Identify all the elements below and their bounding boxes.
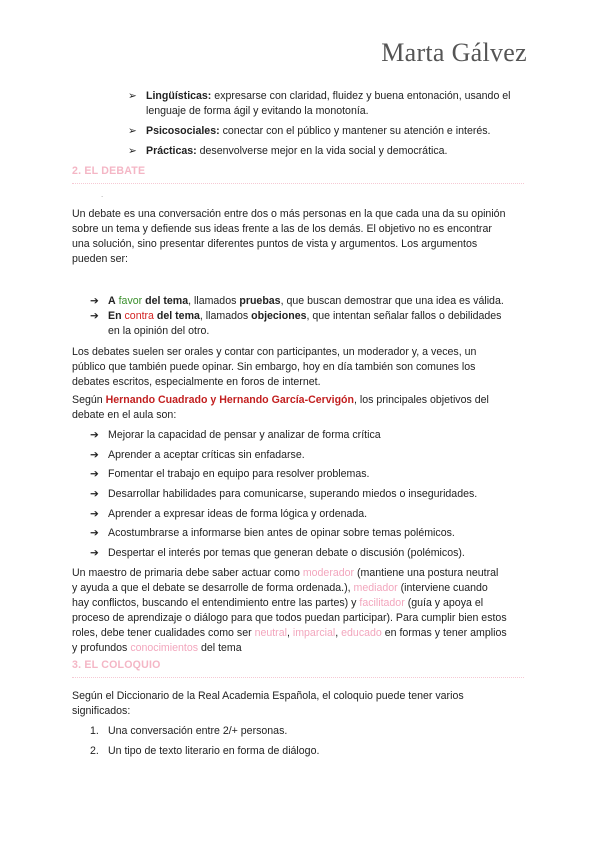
paragraph-line: Un debate es una conversación entre dos o más personas en la que cada una da su opinión [72,208,506,220]
section-heading: 3. EL COLOQUIO [72,659,161,671]
paragraph-line: Un maestro de primaria debe saber actuar como moderador (mantiene una postura neutral [72,567,499,579]
author-name: Marta Gálvez [381,38,527,67]
paragraph-line: sobre un tema y defiende sus ideas frente a las de los demás. El objetivo no es encontrar [72,223,492,235]
chevron-bullet-icon: ➢ [128,145,137,157]
paragraph-line: Según el Diccionario de la Real Academia Española, el coloquio puede tener varios [72,690,464,702]
arrow-bullet-icon: ➔ [90,488,99,500]
arrow-bullet-icon: ➔ [90,295,99,307]
paragraph-line: Los debates suelen ser orales y contar con participantes, un moderador y, a veces, un [72,346,477,358]
paragraph-line: una solución, sino presentar diferentes puntos de vista y argumentos. Los argumentos [72,238,478,250]
document-page: Marta Gálvez ➢ Lingüísticas: expresarse con claridad, fluidez y buena entonación, usando el lenguaje de forma ágil y evitando la monotonía. ➢ Psicosociales: conectar con el público y mantener su atención e interés. ➢ Prácticas: desenvolverse mejor en la vida social y democrática. 2. EL DEBATE . Un debate es una conversación entre dos o más personas en la que cada una da su opinión sobre un tema y defiende sus ideas frente a las de los demás. El objetivo no es encontrar una solución, sino presentar diferentes puntos de vista y argumentos. Los argumentos pueden ser: ➔ A favor del tema, llamados pruebas, que buscan demostrar que una idea es válida. ➔ En contra del tema, llamados objeciones, que intentan señalar fallos o debilidades en la opinión del otro. Los debates suelen ser orales y contar con participantes, un moderador y, a veces, un público que también puede opinar. Sin embargo, hoy en día también son comunes los debates escritos, especialmente en foros de internet. Según Hernando Cuadrado y Hernando García-Cervigón, los principales objetivos del debate en el aula son: ➔ Mejorar la capacidad de pensar y analizar de forma crítica ➔ Aprender a aceptar críticas sin enfadarse. ➔ Fomentar el trabajo en equipo para resolver problemas. ➔ Desarrollar habilidades para comunicarse, superando miedos o inseguridades. ➔ Aprender a expresar ideas de forma lógica y ordenada. ➔ Acostumbrarse a informarse bien antes de opinar sobre temas polémicos. ➔ Despertar el interés por temas que generan debate o discusión (polémicos). Un maestro de primaria debe saber actuar como moderador (mantiene una postura neutral y ayuda a que el debate se desarrolle de forma ordenada.), mediador (interviene cuando hay conflictos, buscando el entendimiento entre las partes) y facilitador (guía y apoya el proceso de aprendizaje o diálogo para que todos puedan participar). Para cumplir bien estos roles, debe tener cualidades como ser neutral, imparcial, educado en formas y tener amplios y profundos conocimientos del tema 3. EL COLOQUIO Según el Diccionario de la Real Academia Española, el coloquio puede tener varios significados: 1. Una conversación entre 2/+ personas. 2. Un tipo de texto literario en forma de diálogo. [0,0,600,848]
arrow-bullet-icon: ➔ [90,468,99,480]
chevron-bullet-icon: ➢ [128,90,137,102]
heading-divider [72,677,524,678]
heading-divider [72,183,524,184]
paragraph-line: debate en el aula son: [72,409,177,421]
paragraph-line: Según Hernando Cuadrado y Hernando García-Cervigón, los principales objetivos del [72,394,489,406]
paragraph-line: significados: [72,705,131,717]
stray-dot: . [101,190,104,199]
paragraph-line: debates escritos, especialmente en foros de internet. [72,376,321,388]
section-heading: 2. EL DEBATE [72,165,146,177]
paragraph-line: proceso de aprendizaje o diálogo para que todos puedan participar). Para cumplir bien estos [72,612,507,624]
cited-authors: Hernando Cuadrado y Hernando García-Cervigón [105,394,355,406]
paragraph-line: roles, debe tener cualidades como ser neutral, imparcial, educado en formas y tener amplios [72,627,507,639]
arrow-bullet-icon: ➔ [90,508,99,520]
paragraph-line: pueden ser: [72,253,128,265]
arrow-bullet-icon: ➔ [90,449,99,461]
paragraph-line: hay conflictos, buscando el entendimiento entre las partes) y facilitador (guía y apoya el [72,597,484,609]
arrow-bullet-icon: ➔ [90,429,99,441]
chevron-bullet-icon: ➢ [128,125,137,137]
arrow-bullet-icon: ➔ [90,310,99,322]
paragraph-line: y profundos conocimientos del tema [72,642,242,654]
paragraph-line: y ayuda a que el debate se desarrolle de forma ordenada.), mediador (interviene cuando [72,582,488,594]
arrow-bullet-icon: ➔ [90,527,99,539]
paragraph-line: público que también puede opinar. Sin embargo, hoy en día también son comunes los [72,361,476,373]
arrow-bullet-icon: ➔ [90,547,99,559]
